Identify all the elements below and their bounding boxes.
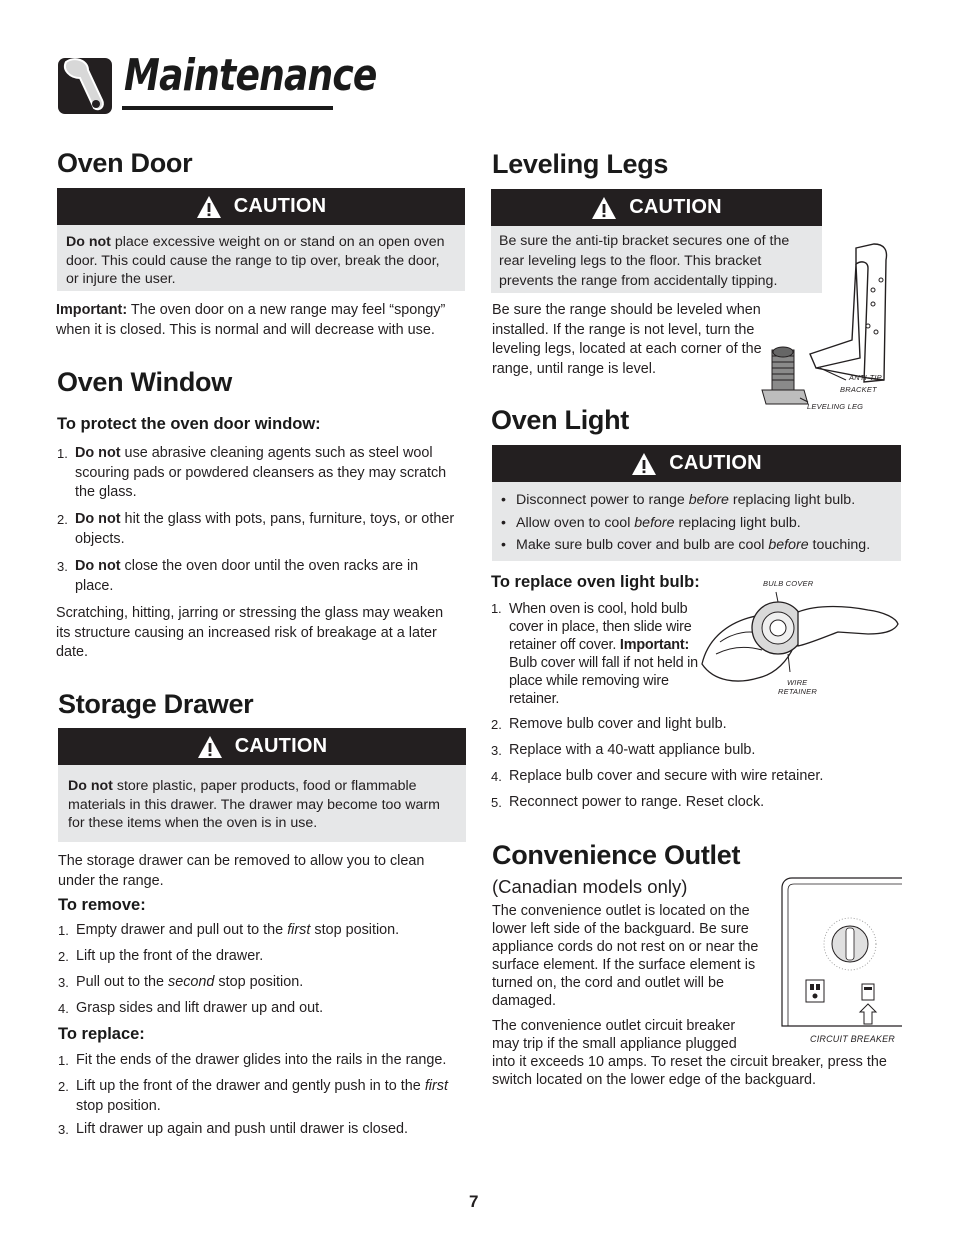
list-item: 2. Lift up the front of the drawer. <box>58 948 264 964</box>
fig-label-bracket: BRACKET <box>840 385 877 394</box>
warning-icon <box>196 195 222 219</box>
warning-icon <box>591 196 617 220</box>
caution-label: CAUTION <box>234 735 328 757</box>
caution-label: CAUTION <box>669 452 762 474</box>
caution-label: CAUTION <box>233 195 327 217</box>
leveling-legs-heading: Leveling Legs <box>492 149 669 179</box>
page-title: Maintenance <box>124 50 377 101</box>
list-item: 1. When oven is cool, hold bulb cover in place, then slide wire retainer off cover. Important: Bulb cover will fall if not held in place while removing wire retainer. <box>491 601 698 707</box>
fig-label-anti-tip: ANTI-TIP <box>849 373 882 382</box>
maintenance-wrench-icon <box>58 56 114 118</box>
convenience-outlet-para1: The convenience outlet is located on the lower left side of the backguard. Be sure appliance cords do not rest on or near the surface element. If the surface element is turned on, the cord and outlet will be damaged. <box>492 903 759 1009</box>
fig-label-circuit-breaker: CIRCUIT BREAKER <box>810 1034 896 1044</box>
backguard-illustration <box>778 876 902 1028</box>
list-item: 1. Do not use abrasive cleaning agents such as steel wool scouring pads or powdered cleansers as they may scratch the glass. <box>57 445 447 500</box>
warning-icon <box>631 452 657 476</box>
oven-light-illustration <box>698 588 902 688</box>
oven-window-subheading: To protect the oven door window: <box>57 415 321 433</box>
list-item: • Make sure bulb cover and bulb are cool before touching. <box>501 534 892 557</box>
list-item: 4. Grasp sides and lift drawer up and out. <box>58 1000 324 1016</box>
list-item: 4. Replace bulb cover and secure with wire retainer. <box>491 768 824 784</box>
list-item: 2. Lift up the front of the drawer and gently push in to the first stop position. <box>58 1078 448 1114</box>
oven-light-subheading: To replace oven light bulb: <box>491 573 700 591</box>
oven-door-caution-text: Do not place excessive weight on or stand on an open oven door. This could cause the range to tip over, break the door, or injure the user. <box>57 225 465 291</box>
caution-label: CAUTION <box>629 196 722 218</box>
convenience-outlet-heading: Convenience Outlet <box>492 840 741 870</box>
storage-drawer-caution-text: Do not store plastic, paper products, food or flammable materials in this drawer. The drawer may become too warm for these items when the oven is in use. <box>58 765 466 842</box>
oven-light-heading: Oven Light <box>491 405 629 435</box>
list-item: 5. Reconnect power to range. Reset clock. <box>491 794 765 810</box>
storage-drawer-heading: Storage Drawer <box>58 689 254 719</box>
page-number: 7 <box>469 1192 479 1211</box>
list-item: 3. Pull out to the second stop position. <box>58 974 304 990</box>
fig-label-wire: WIRE <box>787 678 808 687</box>
fig-label-retainer: RETAINER <box>778 687 817 696</box>
oven-door-heading: Oven Door <box>57 148 193 178</box>
remove-subheading: To remove: <box>58 896 146 914</box>
oven-door-important-note: Important: The oven door on a new range may feel “spongy” when it is closed. This is normal and will decrease with use. <box>56 302 446 338</box>
list-item: 2. Remove bulb cover and light bulb. <box>491 716 727 732</box>
leveling-legs-body: Be sure the range should be leveled when installed. If the range is not level, turn the leveling legs, located at each corner of the range, until range is level. <box>492 302 762 377</box>
convenience-outlet-subheading: (Canadian models only) <box>492 876 688 897</box>
fig-label-leveling-leg: LEVELING LEG <box>807 402 864 411</box>
list-item: 1. Empty drawer and pull out to the first stop position. <box>58 922 400 938</box>
list-item: 3. Do not close the oven door until the oven racks are in place. <box>57 558 419 594</box>
storage-drawer-caution-bar <box>58 728 466 765</box>
oven-window-note: Scratching, hitting, jarring or stressing the glass may weaken its structure causing an increased risk of breakage at a later date. <box>56 605 444 660</box>
list-item: • Allow oven to cool before replacing light bulb. <box>501 512 892 535</box>
leveling-legs-caution-bar <box>491 189 822 226</box>
oven-light-caution-bar <box>492 445 901 482</box>
list-item: 1. Fit the ends of the drawer glides into the rails in the range. <box>58 1052 447 1068</box>
oven-light-caution-text <box>492 482 901 561</box>
oven-window-heading: Oven Window <box>57 367 232 397</box>
replace-subheading: To replace: <box>58 1025 145 1043</box>
title-underline <box>122 106 333 110</box>
list-item: 2. Do not hit the glass with pots, pans, furniture, toys, or other objects. <box>57 511 455 547</box>
list-item: • Disconnect power to range before replacing light bulb. <box>501 489 892 512</box>
list-item: 3. Replace with a 40-watt appliance bulb. <box>491 742 756 758</box>
list-item: 3. Lift drawer up again and push until drawer is closed. <box>58 1121 408 1137</box>
fig-label-bulb-cover: BULB COVER <box>763 579 814 588</box>
warning-icon <box>197 735 223 759</box>
convenience-outlet-para2: The convenience outlet circuit breaker may trip if the small appliance plugged into it exceeds 10 amps. To reset the circuit breaker, press the switch located on the lower edge of the backguard. <box>492 1018 887 1088</box>
storage-drawer-intro: The storage drawer can be removed to allow you to clean under the range. <box>58 853 425 889</box>
oven-door-caution-bar <box>57 188 465 225</box>
leveling-legs-caution-text: Be sure the anti-tip bracket secures one of the rear leveling legs to the floor. This bracket prevents the range from accidentally tipping. <box>491 226 822 293</box>
